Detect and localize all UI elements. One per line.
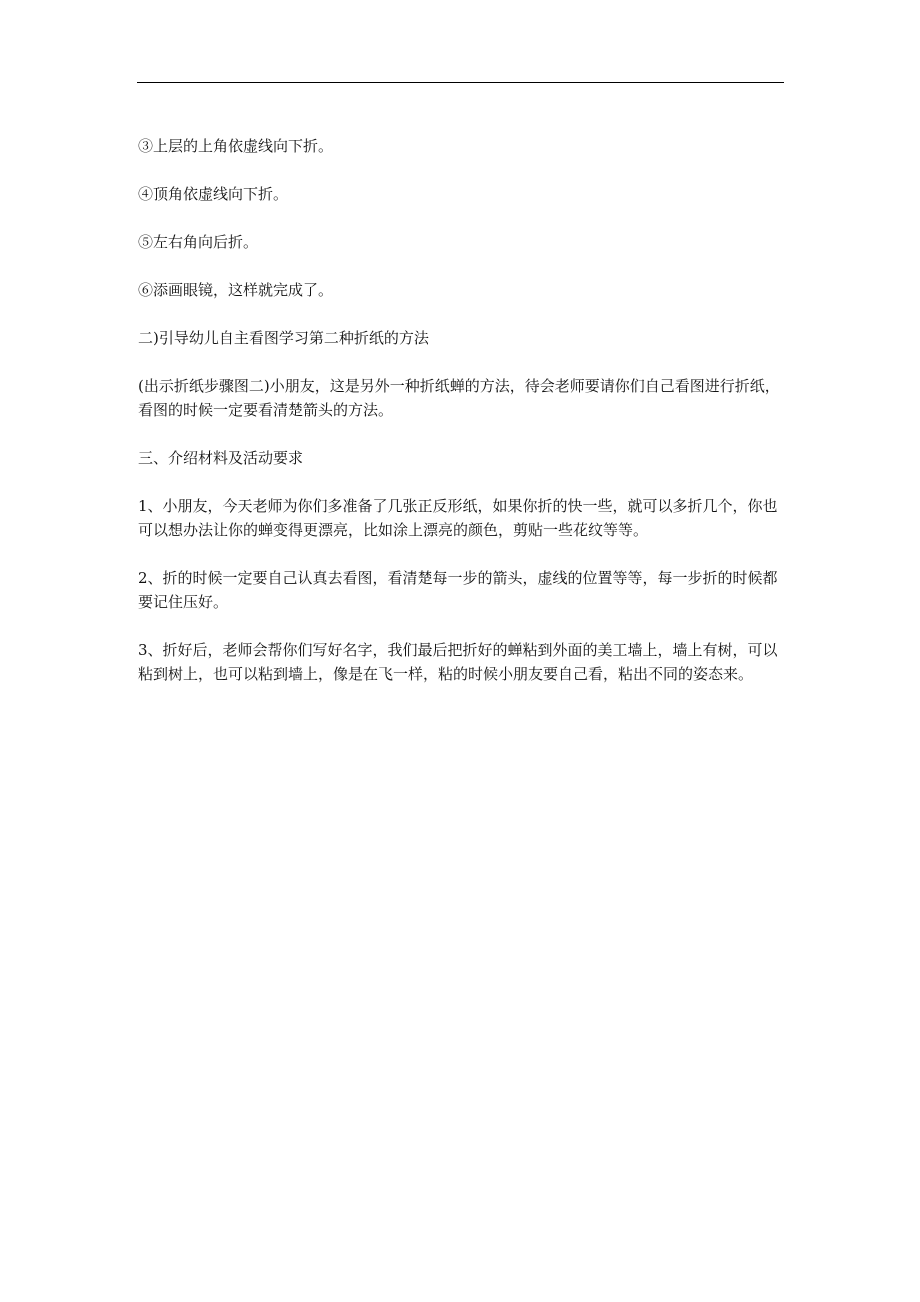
header-rule bbox=[137, 82, 784, 83]
requirement-3-paragraph: 3、折好后，老师会帮你们写好名字，我们最后把折好的蝉粘到外面的美工墙上，墙上有树，可以粘到树上，也可以粘到墙上，像是在飞一样，粘的时候小朋友要自己看，粘出不同的姿态来。 bbox=[138, 641, 778, 683]
step-5-text: ⑤左右角向后折。 bbox=[138, 233, 259, 251]
requirement-1-paragraph: 1、小朋友，今天老师为你们多准备了几张正反形纸，如果你折的快一些，就可以多折几个，你也可以想办法让你的蝉变得更漂亮，比如涂上漂亮的颜色，剪贴一些花纹等等。 bbox=[138, 497, 778, 539]
section-3-heading: 三、介绍材料及活动要求 bbox=[138, 449, 304, 467]
section-2-heading: 二)引导幼儿自主看图学习第二种折纸的方法 bbox=[138, 329, 429, 347]
step-4-text: ④顶角依虚线向下折。 bbox=[138, 185, 289, 203]
section-2-paragraph: (出示折纸步骤图二)小朋友，这是另外一种折纸蝉的方法，待会老师要请你们自己看图进行折纸，看图的时候一定要看清楚箭头的方法。 bbox=[138, 377, 780, 419]
requirement-2-paragraph: 2、折的时候一定要自己认真去看图，看清楚每一步的箭头，虚线的位置等等，每一步折的时候都要记住压好。 bbox=[138, 569, 778, 611]
document-body bbox=[138, 134, 786, 710]
step-6-text: ⑥添画眼镜，这样就完成了。 bbox=[138, 281, 334, 299]
step-3-text: ③上层的上角依虚线向下折。 bbox=[138, 137, 334, 155]
